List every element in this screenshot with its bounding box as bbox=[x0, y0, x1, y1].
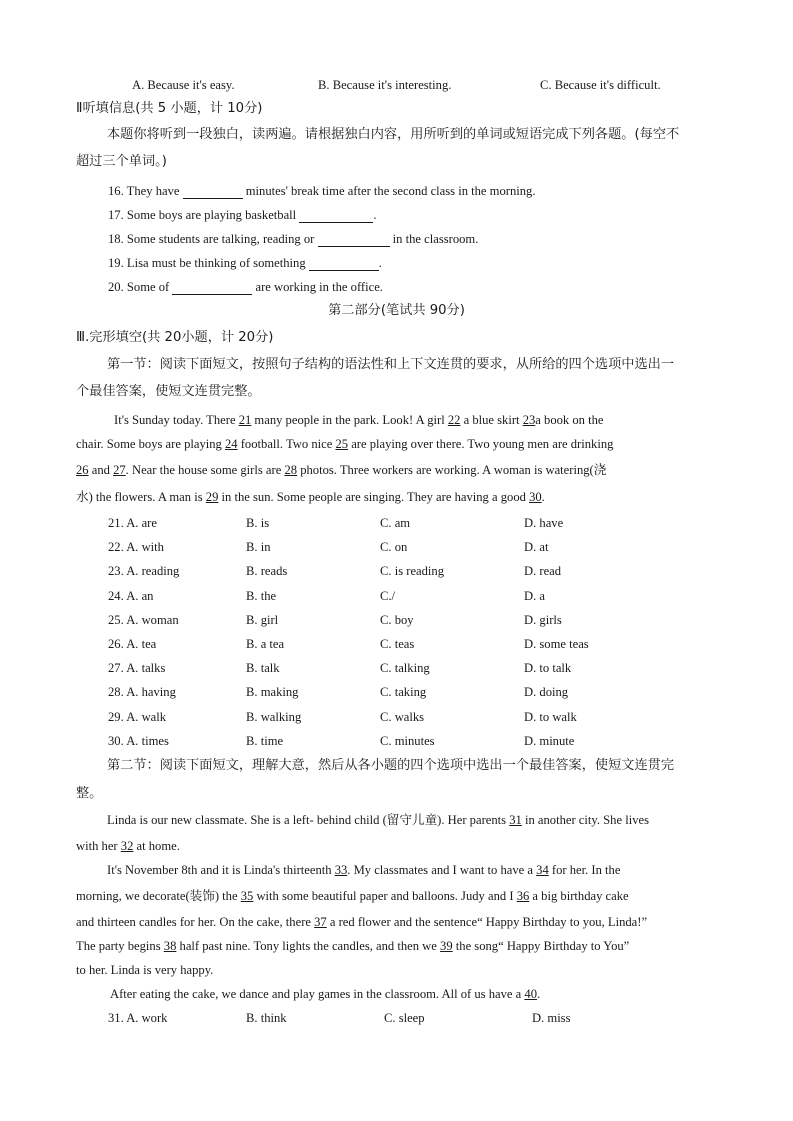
option-25-d[interactable]: D. girls bbox=[524, 613, 562, 627]
blank-30: 30 bbox=[529, 490, 542, 504]
section3-part1-instruction-line1: 第一节：阅读下面短文，按照句子结构的语法性和上下文连贯的要求，从所给的四个选项中选出一 bbox=[107, 357, 675, 372]
section2-instruction-line1: 本题你将听到一段独白，读两遍。请根据独白内容，用所听到的单词或短语完成下列各题。(每空不 bbox=[107, 127, 680, 142]
answer-blank-18[interactable] bbox=[318, 233, 390, 247]
blank-36: 36 bbox=[516, 889, 530, 903]
option-28-d[interactable]: D. doing bbox=[524, 685, 569, 699]
answer-blank-17[interactable] bbox=[299, 209, 373, 223]
passage2-line: and thirteen candles for her. On the cake, there 37 a red flower and the sentence“ Happy Birthday to you, Linda!” bbox=[76, 915, 648, 929]
option-25-c[interactable]: C. boy bbox=[380, 613, 414, 627]
option-28-a[interactable]: 28. A. having bbox=[108, 685, 176, 699]
q15-option-b: B. Because it's interesting. bbox=[318, 78, 452, 92]
passage2-line: The party begins 38 half past nine. Tony lights the candles, and then we 39 the song“ Happy Birthday to You” bbox=[76, 939, 630, 953]
blank-33: 33 bbox=[334, 863, 348, 877]
listening-item-17: 17. Some boys are playing basketball . bbox=[108, 208, 377, 222]
option-23-c[interactable]: C. is reading bbox=[380, 564, 445, 578]
option-31-a[interactable]: 31. A. work bbox=[108, 1011, 168, 1025]
passage2-line: to her. Linda is very happy. bbox=[76, 963, 214, 977]
option-31-b[interactable]: B. think bbox=[246, 1011, 287, 1025]
blank-39: 39 bbox=[440, 939, 453, 953]
blank-31: 31 bbox=[509, 813, 522, 827]
option-26-a[interactable]: 26. A. tea bbox=[108, 637, 157, 651]
passage1-line: chair. Some boys are playing 24 football. Two nice 25 are playing over there. Two young men are drinking bbox=[76, 437, 614, 451]
blank-28: 28 bbox=[284, 463, 298, 477]
option-29-a[interactable]: 29. A. walk bbox=[108, 710, 167, 724]
option-27-a[interactable]: 27. A. talks bbox=[108, 661, 166, 675]
option-26-c[interactable]: C. teas bbox=[380, 637, 415, 651]
part2-title: 第二部分(笔试共 90分) bbox=[328, 303, 465, 318]
blank-25: 25 bbox=[335, 437, 349, 451]
passage2-line: with her 32 at home. bbox=[76, 839, 180, 853]
option-24-b[interactable]: B. the bbox=[246, 589, 277, 603]
listening-item-19: 19. Lisa must be thinking of something . bbox=[108, 256, 382, 270]
blank-27: 27 bbox=[113, 463, 126, 477]
option-30-a[interactable]: 30. A. times bbox=[108, 734, 169, 748]
option-27-d[interactable]: D. to talk bbox=[524, 661, 572, 675]
passage2-line: After eating the cake, we dance and play games in the classroom. All of us have a 40. bbox=[110, 987, 541, 1001]
option-28-b[interactable]: B. making bbox=[246, 685, 299, 699]
passage1-line: 水) the flowers. A man is 29 in the sun. Some people are singing. They are having a good 30. bbox=[76, 490, 545, 504]
option-23-b[interactable]: B. reads bbox=[246, 564, 288, 578]
blank-32: 32 bbox=[120, 839, 134, 853]
answer-blank-16[interactable] bbox=[183, 185, 243, 199]
option-23-a[interactable]: 23. A. reading bbox=[108, 564, 180, 578]
section3-part1-instruction-line2: 个最佳答案，使短文连贯完整。 bbox=[76, 384, 261, 399]
blank-21: 21 bbox=[238, 413, 252, 427]
option-24-d[interactable]: D. a bbox=[524, 589, 545, 603]
section3-heading: Ⅲ.完形填空(共 20小题，计 20分) bbox=[76, 330, 274, 345]
section2-instruction-line2: 超过三个单词。) bbox=[76, 154, 167, 169]
answer-blank-19[interactable] bbox=[309, 257, 379, 271]
option-23-d[interactable]: D. read bbox=[524, 564, 562, 578]
option-22-c[interactable]: C. on bbox=[380, 540, 408, 554]
blank-24: 24 bbox=[225, 437, 238, 451]
passage2-line: It's November 8th and it is Linda's thirteenth 33. My classmates and I want to have a 34 for her. In the bbox=[107, 863, 621, 877]
option-22-d[interactable]: D. at bbox=[524, 540, 549, 554]
option-27-c[interactable]: C. talking bbox=[380, 661, 430, 675]
option-28-c[interactable]: C. taking bbox=[380, 685, 427, 699]
section2-heading: Ⅱ听填信息(共 5 小题，计 10分) bbox=[76, 101, 263, 116]
blank-38: 38 bbox=[163, 939, 177, 953]
option-30-b[interactable]: B. time bbox=[246, 734, 284, 748]
option-26-b[interactable]: B. a tea bbox=[246, 637, 285, 651]
option-25-a[interactable]: 25. A. woman bbox=[108, 613, 179, 627]
option-24-c[interactable]: C./ bbox=[380, 589, 396, 603]
listening-item-16: 16. They have minutes' break time after the second class in the morning. bbox=[108, 184, 536, 198]
blank-29: 29 bbox=[205, 490, 219, 504]
option-21-a[interactable]: 21. A. are bbox=[108, 516, 157, 530]
section3-part2-instruction-line1: 第二节：阅读下面短文，理解大意，然后从各小题的四个选项中选出一个最佳答案，使短文连贯完 bbox=[107, 758, 675, 773]
option-25-b[interactable]: B. girl bbox=[246, 613, 279, 627]
passage2-line: Linda is our new classmate. She is a left- behind child (留守儿童). Her parents 31 in another city. She lives bbox=[107, 813, 649, 827]
answer-blank-20[interactable] bbox=[172, 281, 252, 295]
option-22-b[interactable]: B. in bbox=[246, 540, 271, 554]
option-21-c[interactable]: C. am bbox=[380, 516, 411, 530]
q15-option-a: A. Because it's easy. bbox=[132, 78, 235, 92]
blank-22: 22 bbox=[447, 413, 461, 427]
option-26-d[interactable]: D. some teas bbox=[524, 637, 589, 651]
option-30-c[interactable]: C. minutes bbox=[380, 734, 435, 748]
option-21-b[interactable]: B. is bbox=[246, 516, 270, 530]
option-30-d[interactable]: D. minute bbox=[524, 734, 575, 748]
option-29-d[interactable]: D. to walk bbox=[524, 710, 577, 724]
option-24-a[interactable]: 24. A. an bbox=[108, 589, 154, 603]
section3-part2-instruction-line2: 整。 bbox=[76, 786, 103, 801]
option-29-c[interactable]: C. walks bbox=[380, 710, 425, 724]
blank-40: 40 bbox=[524, 987, 537, 1001]
blank-26: 26 bbox=[76, 463, 89, 477]
listening-item-18: 18. Some students are talking, reading or in the classroom. bbox=[108, 232, 479, 246]
blank-23: 23 bbox=[522, 413, 536, 427]
passage1-line: It's Sunday today. There 21 many people in the park. Look! A girl 22 a blue skirt 23a book on the bbox=[114, 413, 604, 427]
blank-35: 35 bbox=[240, 889, 254, 903]
option-31-c[interactable]: C. sleep bbox=[384, 1011, 425, 1025]
option-29-b[interactable]: B. walking bbox=[246, 710, 302, 724]
passage2-line: morning, we decorate(装饰) the 35 with some beautiful paper and balloons. Judy and I 36 a big birthday cake bbox=[76, 889, 629, 903]
q15-option-c: C. Because it's difficult. bbox=[540, 78, 661, 92]
listening-item-20: 20. Some of are working in the office. bbox=[108, 280, 383, 294]
option-21-d[interactable]: D. have bbox=[524, 516, 564, 530]
blank-34: 34 bbox=[536, 863, 549, 877]
blank-37: 37 bbox=[314, 915, 327, 929]
option-27-b[interactable]: B. talk bbox=[246, 661, 280, 675]
passage1-line: 26 and 27. Near the house some girls are 28 photos. Three workers are working. A woman is watering(浇 bbox=[76, 463, 607, 477]
option-22-a[interactable]: 22. A. with bbox=[108, 540, 164, 554]
option-31-d[interactable]: D. miss bbox=[532, 1011, 571, 1025]
